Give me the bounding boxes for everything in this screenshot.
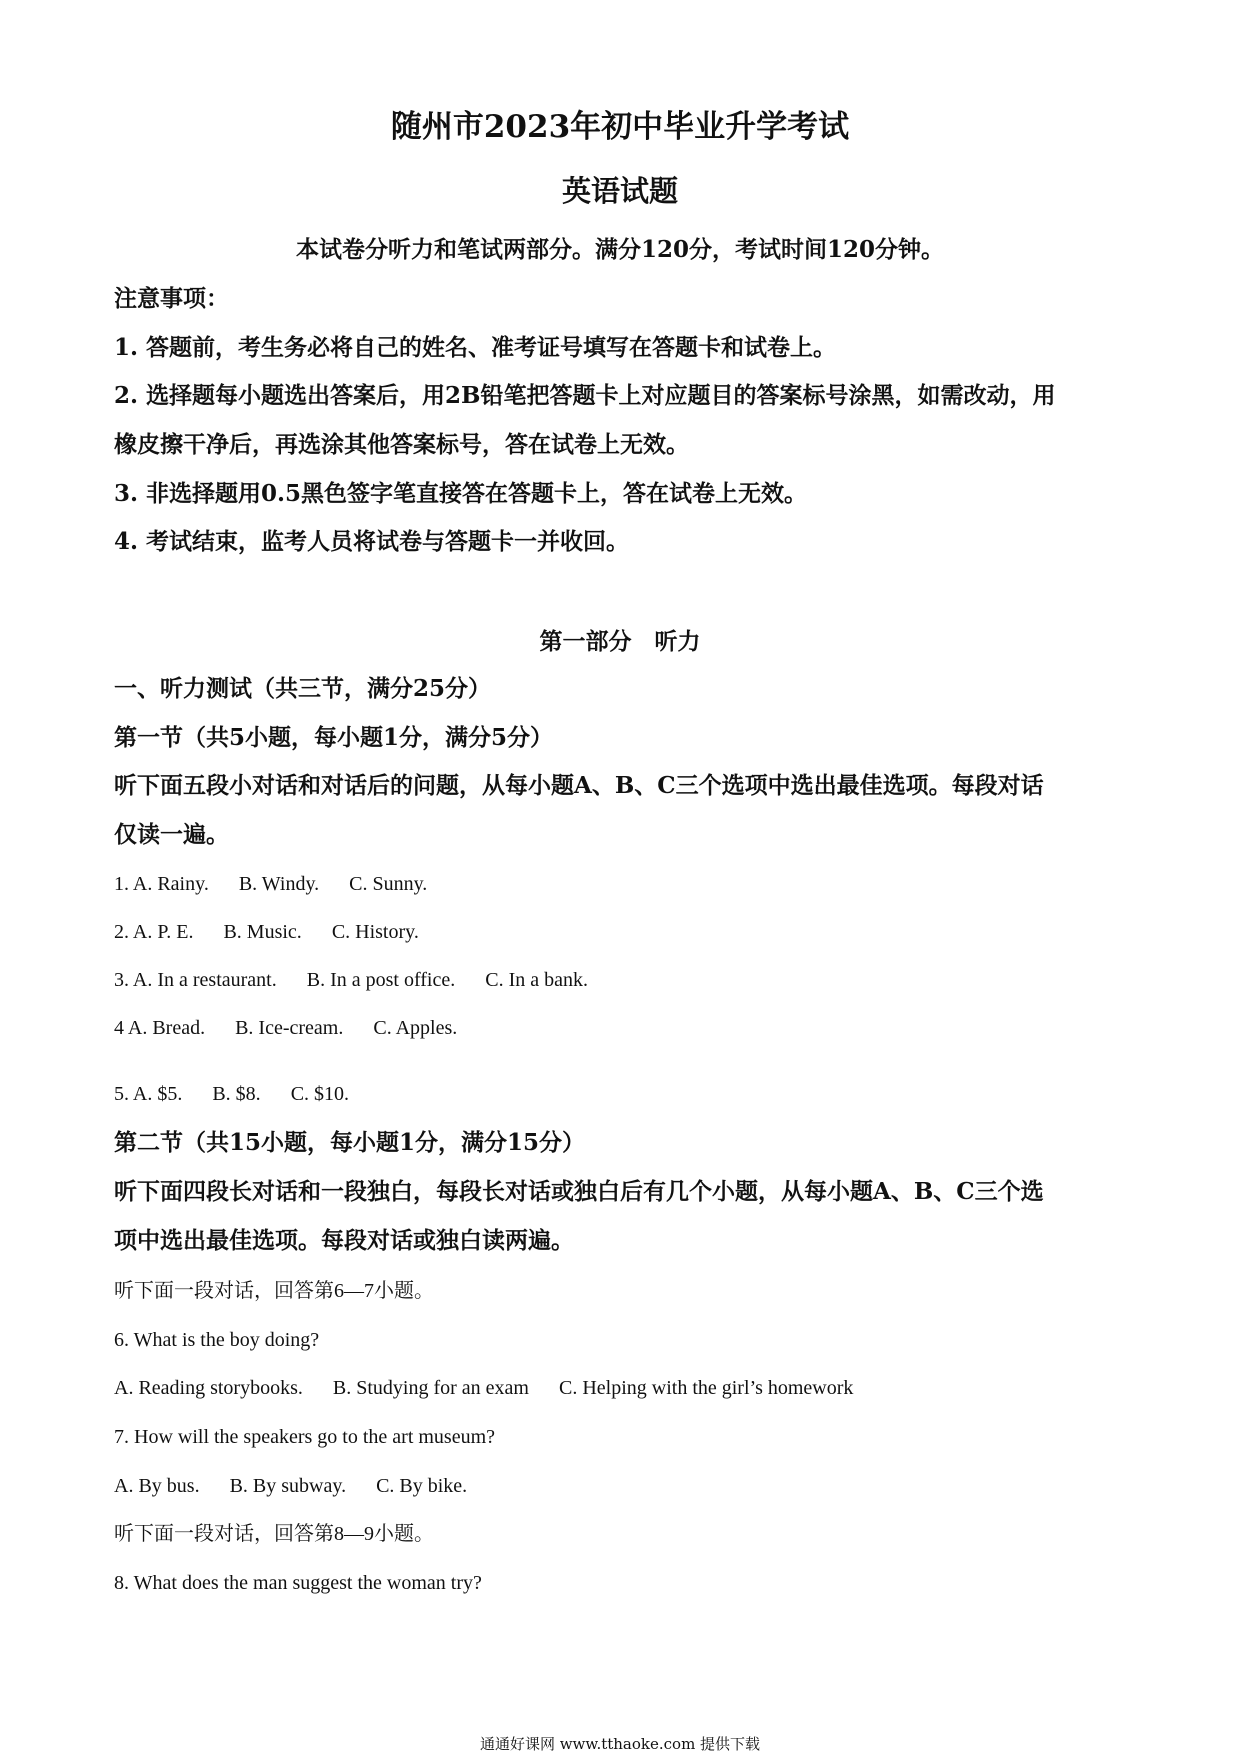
q3-option-a: 3. A. In a restaurant. xyxy=(114,969,277,991)
dialog2-intro: 听下面一段对话，回答第8—9小题。 xyxy=(114,1523,434,1545)
q2-option-b: B. Music. xyxy=(223,921,302,943)
q7-stem: 7. How will the speakers go to the art museum? xyxy=(114,1426,496,1448)
q2-option-c: C. History. xyxy=(331,921,419,943)
q6-stem: 6. What is the boy doing? xyxy=(114,1329,320,1351)
q6-option-b: B. Studying for an exam xyxy=(332,1377,529,1399)
q6-options xyxy=(114,1378,853,1398)
q4-option-a: 4 A. Bread. xyxy=(114,1017,206,1039)
listening-heading: 一、听力测试（共三节，满分25分） xyxy=(114,675,492,702)
part1-title: 第一部分 听力 xyxy=(539,628,701,655)
q7-options xyxy=(114,1476,467,1496)
question-2 xyxy=(114,922,419,942)
note-item-3: 3. 非选择题用0.5黑色签字笔直接答在答题卡上，答在试卷上无效。 xyxy=(114,480,808,507)
q6-option-a: A. Reading storybooks. xyxy=(114,1377,303,1399)
q7-option-b: B. By subway. xyxy=(229,1475,347,1497)
q5-option-c: C. $10. xyxy=(290,1083,350,1105)
q7-option-a: A. By bus. xyxy=(114,1475,200,1497)
q1-option-b: B. Windy. xyxy=(238,873,320,895)
note-item-1: 1. 答题前，考生务必将自己的姓名、准考证号填写在答题卡和试卷上。 xyxy=(114,334,837,361)
q3-option-b: B. In a post office. xyxy=(306,969,456,991)
sec1-heading: 第一节（共5小题，每小题1分，满分5分） xyxy=(114,724,554,751)
sec2-instruction-1: 听下面四段长对话和一段独白，每段长对话或独白后有几个小题，从每小题A、B、C三个选 xyxy=(114,1178,1044,1205)
q3-option-c: C. In a bank. xyxy=(485,969,588,991)
note-item-4: 4. 考试结束，监考人员将试卷与答题卡一并收回。 xyxy=(114,528,630,555)
note-item-2: 2. 选择题每小题选出答案后，用2B铅笔把答题卡上对应题目的答案标号涂黑，如需改动，用 xyxy=(114,382,1056,409)
q5-option-a: 5. A. $5. xyxy=(114,1083,183,1105)
question-3 xyxy=(114,970,588,990)
exam-title: 随州市2023年初中毕业升学考试 xyxy=(390,109,850,145)
question-4 xyxy=(114,1018,457,1038)
q4-option-c: C. Apples. xyxy=(373,1017,458,1039)
note-item-2-cont: 橡皮擦干净后，再选涂其他答案标号，答在试卷上无效。 xyxy=(114,431,689,458)
footer-credit: 通通好课网 www.tthaoke.com 提供下载 xyxy=(479,1735,761,1753)
q2-option-a: 2. A. P. E. xyxy=(114,921,194,943)
dialog1-intro: 听下面一段对话，回答第6—7小题。 xyxy=(114,1280,434,1302)
q4-option-b: B. Ice-cream. xyxy=(235,1017,344,1039)
sec2-instruction-2: 项中选出最佳选项。每段对话或独白读两遍。 xyxy=(114,1227,574,1254)
notes-heading: 注意事项： xyxy=(114,285,229,312)
exam-subject: 英语试题 xyxy=(561,174,678,208)
q5-option-b: B. $8. xyxy=(212,1083,261,1105)
exam-summary: 本试卷分听力和笔试两部分。满分120分，考试时间120分钟。 xyxy=(295,236,945,263)
sec1-instruction-1: 听下面五段小对话和对话后的问题，从每小题A、B、C三个选项中选出最佳选项。每段对话 xyxy=(114,772,1044,799)
question-5 xyxy=(114,1084,349,1104)
q7-option-c: C. By bike. xyxy=(376,1475,468,1497)
q6-option-c: C. Helping with the girl’s homework xyxy=(558,1377,854,1399)
sec1-instruction-2: 仅读一遍。 xyxy=(114,821,229,848)
sec2-heading: 第二节（共15小题，每小题1分，满分15分） xyxy=(114,1129,586,1156)
q8-stem: 8. What does the man suggest the woman try? xyxy=(114,1572,482,1594)
question-1 xyxy=(114,874,427,894)
q1-option-c: C. Sunny. xyxy=(349,873,428,895)
q1-option-a: 1. A. Rainy. xyxy=(114,873,209,895)
